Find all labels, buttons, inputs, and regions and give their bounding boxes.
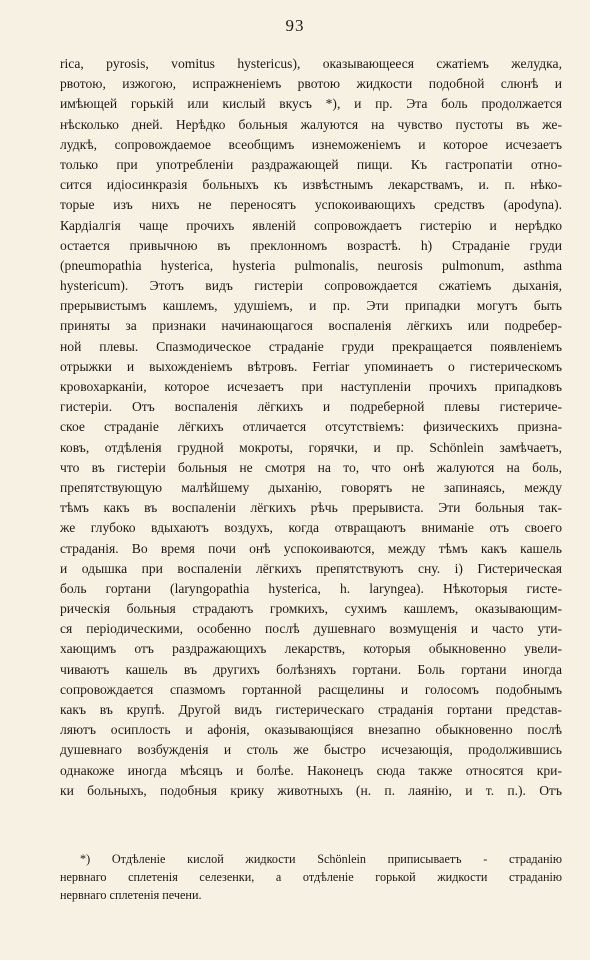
text-line: hystericum). Этотъ видъ гистеріи сопровождается сжатіемъ дыханія, <box>60 278 562 294</box>
text-line: душевнаго возбужденія и столь же быстро исчезающія, продолжившись <box>60 742 562 758</box>
text-line: нѣсколько дней. Нерѣдко больныя жалуются на чувство пустоты въ же- <box>60 116 562 132</box>
text-line: ковъ, отдѣленія грудной мокроты, горячки, и пр. Schönlein замѣчаетъ, <box>60 439 562 455</box>
text-line: же глубоко вдыхаютъ воздухъ, когда отвращаютъ вниманіе отъ своего <box>60 520 562 536</box>
text-line: приняты за признаки начинающагося воспаленія лёгкихъ или подребер- <box>60 318 562 334</box>
footnote <box>60 850 562 904</box>
text-line: сится идіосинкразія больныхъ къ извѣстнымъ лекарствамъ, и. п. нѣко- <box>60 177 562 193</box>
text-line: ское страданіе лёгкихъ отличается отсутствіемъ: физическихъ призна- <box>60 419 562 435</box>
text-line: остается привычною въ преклонномъ возрастѣ. h) Страданіе груди <box>60 237 562 253</box>
text-line: однакоже иногда мѣсяцъ и болѣе. Наконецъ сюда также относятся кри- <box>60 762 562 778</box>
text-line: рическія больныя страдаютъ громкихъ, сухимъ кашлемъ, оказывающим- <box>60 601 562 617</box>
text-line: Кардіалгія чаще прочихъ явленій сопровождаетъ гистерію и нерѣдко <box>60 217 562 233</box>
text-line: лудкѣ, сопровождаемое всеобщимъ изнеможеніемъ и которое исчезаетъ <box>60 136 562 152</box>
text-line: отрыжки и выхожденіемъ вѣтровъ. Ferriar упоминаетъ о гистерическомъ <box>60 358 562 374</box>
body-text <box>60 54 562 801</box>
text-line: препятствующую малѣйшему дыханію, говорятъ не запинаясь, между <box>60 479 562 495</box>
text-line: сопровождается спазмомъ гортанной расщелины и голосомъ подобнымъ <box>60 681 562 697</box>
text-line: рвотою, изжогою, испражненіемъ рвотою жидкости подобной слюнѣ и <box>60 76 562 92</box>
page-number: 93 <box>285 16 305 35</box>
text-line: кровохарканіи, которое исчезаетъ при наступленіи прочихъ припадковъ <box>60 379 562 394</box>
text-line: имѣющей горькій или кислый вкусъ *), и пр. Эта боль продолжается <box>60 96 562 112</box>
text-line: rica, pyrosis, vomitus hystericus), оказывающееся сжатіемъ желудка, <box>60 56 562 71</box>
text-line: чиваютъ кашель въ другихъ болѣзняхъ гортани. Боль гортани иногда <box>60 661 562 677</box>
text-line: прерывистымъ кашлемъ, удушіемъ, и пр. Эти припадки могутъ быть <box>60 298 562 314</box>
text-line: какъ въ крупѣ. Другой видъ гистерическаго страданія гортани представ- <box>60 702 562 717</box>
text-line: ляютъ осиплость и афонія, оказывающіяся внезапно обыкновенно послѣ <box>60 722 562 738</box>
footnote-line: нервнаго сплетенія селезенки, а отдѣленіе горькой жидкости страданію <box>60 870 562 884</box>
text-line: тѣмъ какъ въ воспаленіи лёгкихъ рѣчь прерывиста. Эти больныя так- <box>60 500 562 516</box>
text-line: ной плевы. Спазмодическое страданіе груди прекращается появленіемъ <box>60 338 562 354</box>
text-line: страданія. Во время почи онѣ успокоиваются, между тѣмъ какъ кашель <box>60 540 562 556</box>
footnote-line: *) Отдѣленіе кислой жидкости Schönlein приписываетъ - страданію <box>80 852 562 866</box>
text-line: ся періодическими, особенно послѣ душевнаго возмущенія и часто ути- <box>60 621 562 637</box>
text-line: боль гортани (laryngopathia hysterica, h. laryngea). Нѣкоторыя гисте- <box>60 580 562 596</box>
text-line: и одышка при воспаленіи лёгкихъ препятствуютъ сну. i) Гистерическая <box>60 560 562 576</box>
text-line: хающимъ отъ раздражающихъ лекарствъ, которыя обыкновенно увели- <box>60 641 562 657</box>
text-line: (pneumopathia hysterica, hysteria pulmonalis, neurosis pulmonum, asthma <box>60 257 562 273</box>
text-line: торые изъ нихъ не переносятъ успокоивающихъ средствъ (apodyna). <box>60 197 562 213</box>
text-line: гистеріи. Отъ воспаленія лёгкихъ и подреберной плевы гистериче- <box>60 399 562 415</box>
footnote-line: нервнаго сплетенія печени. <box>60 888 202 902</box>
text-line: ки больныхъ, подобныя крику животныхъ (н. п. лаянію, и т. п.). Отъ <box>60 782 562 798</box>
text-line: что въ гистеріи больныя не смотря на то, что онѣ жалуются на боль, <box>60 459 562 475</box>
text-line: только при употребленіи раздражающей пищи. Къ гастропатіи отно- <box>60 156 562 172</box>
